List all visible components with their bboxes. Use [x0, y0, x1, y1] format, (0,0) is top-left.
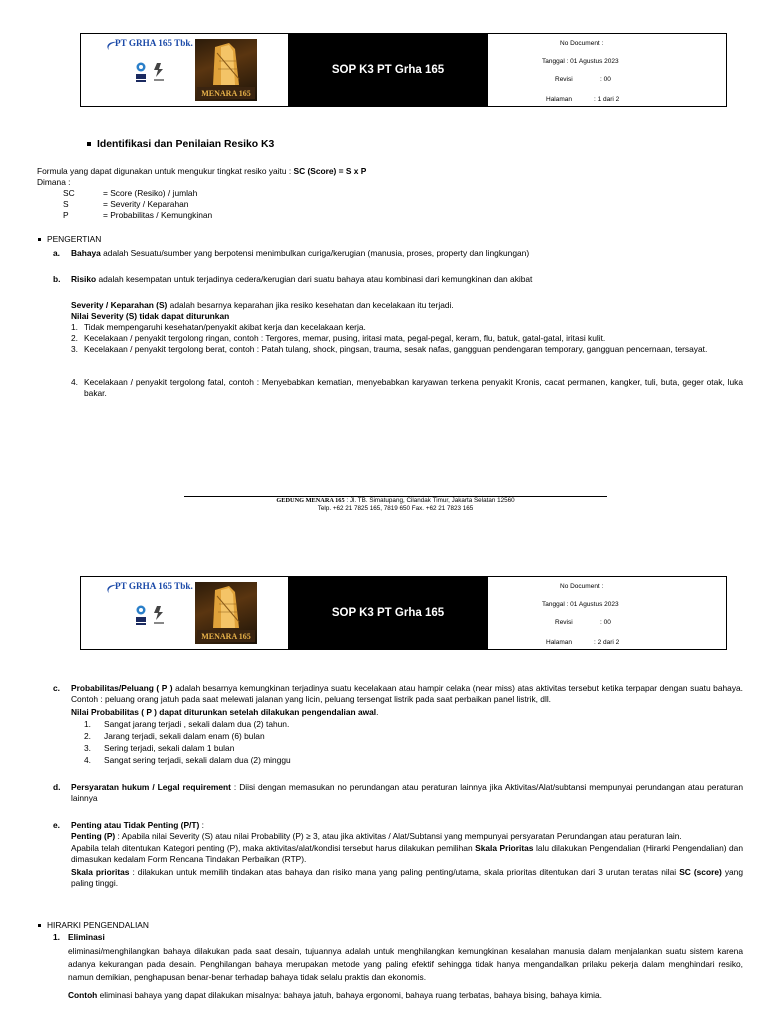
bullet-icon	[87, 142, 91, 146]
item-a-text: Bahaya adalah Sesuatu/sumber yang berpotensi menimbulkan curiga/kerugian (manusia, proses, property dan lingkungan)	[71, 248, 530, 258]
item-e-label: e.	[53, 820, 60, 830]
formula-line: Formula yang dapat digunakan untuk mengukur tingkat resiko yaitu : SC (Score) = S x P	[37, 166, 367, 176]
footer-phone: Telp. +62 21 7825 165, 7819 650 Fax. +62 21 7823 165	[317, 505, 474, 512]
document-title: SOP K3 PT Grha 165	[288, 34, 488, 106]
document-meta	[488, 577, 726, 649]
list-item: Sangat sering terjadi, sekali dalam dua (2) minggu	[104, 755, 291, 765]
penting-followup: Apabila telah ditentukan Kategori penting (P), maka aktivitas/alat/kondisi tersebut harus dilakukan pemilihan Skala Prioritas lalu dilakukan Pengendalian (Hirarki Pengendalian) dan dimasukan kedalam Form Rencana Tindakan Perbaikan (RTP).	[71, 843, 743, 864]
halaman-label: Halaman	[546, 639, 573, 646]
list-item: Jarang terjadi, sekali dalam enam (6) bulan	[104, 731, 265, 741]
item-c-text: Probabilitas/Peluang ( P ) adalah besarnya kemungkinan terjadinya suatu kecelakaan atau hampir celaka (near miss) atas aktivitas tersebut ketika terpapar dengan suatu bahaya. Contoh : peluang orang jatuh pada saat melewati jalanan yang licin, peluang tersengat listrik pada saat perbaikan panel listrik, dll.	[71, 683, 743, 704]
list-item: Sering terjadi, sekali dalam 1 bulan	[104, 743, 235, 753]
pengertian-heading: PENGERTIAN	[38, 234, 101, 245]
penting-definition: Penting (P) : Apabila nilai Severity (S) atau nilai Probability (P) ≥ 3, atau jika aktivitas / Alat/Subtansi yang mempunyai persyaratan Perundangan atau peraturan lain.	[71, 831, 682, 841]
no-document-label: No Document :	[560, 583, 604, 590]
list-item: Sangat jarang terjadi , sekali dalam dua (2) tahun.	[104, 719, 290, 729]
item-c-label: c.	[53, 683, 60, 693]
def-row: P	[63, 210, 69, 220]
eliminasi-title: Eliminasi	[68, 932, 105, 942]
menara-165-logo	[195, 39, 257, 101]
def-desc: = Probabilitas / Kemungkinan	[103, 210, 213, 220]
document-header	[80, 33, 727, 107]
company-name: PT GRHA 165 Tbk.	[115, 38, 193, 48]
list-item-number: 1.	[84, 719, 91, 729]
item-a-label: a.	[53, 248, 60, 258]
list-item: Tidak mempengaruhi kesehatan/penyakit akibat kerja dan kecelakaan kerja.	[84, 322, 366, 332]
no-document-label: No Document :	[560, 40, 604, 47]
certification-logos-icon	[135, 604, 175, 634]
tanggal-label: Tanggal : 01 Agustus 2023	[542, 601, 619, 608]
halaman-value: : 1 dari 2	[594, 96, 620, 103]
revisi-label: Revisi	[555, 619, 573, 626]
tanggal-label: Tanggal : 01 Agustus 2023	[542, 58, 619, 65]
eliminasi-example: Contoh eliminasi bahaya yang dapat dilakukan misalnya: bahaya jatuh, bahaya ergonomi, bahaya ruang terbatas, bahaya bising, bahaya kimia.	[68, 990, 603, 1000]
list-item: Kecelakaan / penyakit tergolong fatal, contoh : Menyebabkan kematian, menyebabkan karyawan terkena penyakit Kronis, cacat permanen, kangker, tuli, buta, geger otak, luka bakar.	[84, 377, 743, 398]
list-item-number: 3.	[71, 344, 78, 354]
bullet-icon	[38, 924, 41, 927]
section-heading: Identifikasi dan Penilaian Resiko K3	[87, 139, 274, 151]
halaman-label: Halaman	[546, 96, 573, 103]
revisi-value: : 00	[600, 619, 611, 626]
def-desc: = Score (Resiko) / jumlah	[103, 188, 198, 198]
header-logo-area	[81, 34, 288, 106]
company-name: PT GRHA 165 Tbk.	[115, 581, 193, 591]
revisi-label: Revisi	[555, 76, 573, 83]
list-item-number: 1.	[71, 322, 78, 332]
list-item: Kecelakaan / penyakit tergolong berat, contoh : Patah tulang, shock, pingsan, trauma, sesak nafas, gangguan pendengaran temporary, gangguan pencernaan, tersayat.	[84, 344, 708, 354]
footer-address: GEDUNG MENARA 165 : Jl. TB. Simatupang, Cilandak Timur, Jakarta Selatan 12560	[276, 497, 515, 504]
probability-note: Nilai Probabilitas ( P ) dapat diturunkan setelah dilakukan pengendalian awal.	[71, 707, 379, 717]
item-b-label: b.	[53, 274, 61, 284]
document-header	[80, 576, 727, 650]
list-item-number: 4.	[71, 377, 78, 387]
revisi-value: : 00	[600, 76, 611, 83]
certification-logos-icon	[135, 61, 175, 91]
tower-label: MENARA 165	[201, 632, 251, 641]
def-row: S	[63, 199, 69, 209]
eliminasi-number: 1.	[53, 932, 60, 942]
hirarki-heading: HIRARKI PENGENDALIAN	[38, 920, 149, 931]
skala-prioritas-definition: Skala prioritas : dilakukan untuk memilih tindakan atas bahaya dan risiko mana yang paling penting/utama, skala prioritas ditentukan dari 3 urutan teratas nilai SC (score) yang paling tinggi.	[71, 867, 743, 888]
list-item-number: 3.	[84, 743, 91, 753]
menara-165-logo	[195, 582, 257, 644]
severity-definition: Severity / Keparahan (S) adalah besarnya keparahan jika resiko kesehatan dan kecelakaan itu terjadi.	[71, 300, 454, 310]
list-item: Kecelakaan / penyakit tergolong ringan, contoh : Tergores, memar, pusing, iritasi mata, pegal-pegal, keram, flu, batuk, gatal-gatal, iritasi kulit.	[84, 333, 606, 343]
def-row: SC	[63, 188, 75, 198]
dimana-label: Dimana :	[37, 177, 71, 187]
tower-label: MENARA 165	[201, 89, 251, 98]
document-meta	[488, 34, 726, 106]
header-logo-area	[81, 577, 288, 649]
item-e-heading: Penting atau Tidak Penting (P/T) :	[71, 820, 204, 830]
severity-note: Nilai Severity (S) tidak dapat diturunkan	[71, 311, 230, 321]
list-item-number: 4.	[84, 755, 91, 765]
document-title: SOP K3 PT Grha 165	[288, 577, 488, 649]
list-item-number: 2.	[71, 333, 78, 343]
bullet-icon	[38, 238, 41, 241]
item-d-label: d.	[53, 782, 61, 792]
halaman-value: : 2 dari 2	[594, 639, 620, 646]
item-d-text: Persyaratan hukum / Legal requirement : Diisi dengan memasukan no perundangan atau peraturan lainnya jika Aktivitas/Alat/subtansi mempunyai perundangan atau peraturan lainnya	[71, 782, 743, 803]
def-desc: = Severity / Keparahan	[103, 199, 189, 209]
list-item-number: 2.	[84, 731, 91, 741]
eliminasi-text: eliminasi/menghilangkan bahaya dilakukan pada saat desain, tujuannya adalah untuk menghilangkan kemungkinan kesalahan manusia dalam menjalankan suatu sistem karena adanya kekurangan pada desain. Penghilangan bahaya merupakan metode yang paling efektif sehingga tidak hanya mengandalkan prilaku pekerja dalam menghindari resiko, namun demikian, penghapusan benar-benar terhadap bahaya tidak selalu praktis dan ekonomis.	[68, 946, 743, 982]
item-b-text: Risiko adalah kesempatan untuk terjadinya cedera/kerugian dari suatu bahaya atau kombinasi dari kemungkinan dan akibat	[71, 274, 533, 284]
